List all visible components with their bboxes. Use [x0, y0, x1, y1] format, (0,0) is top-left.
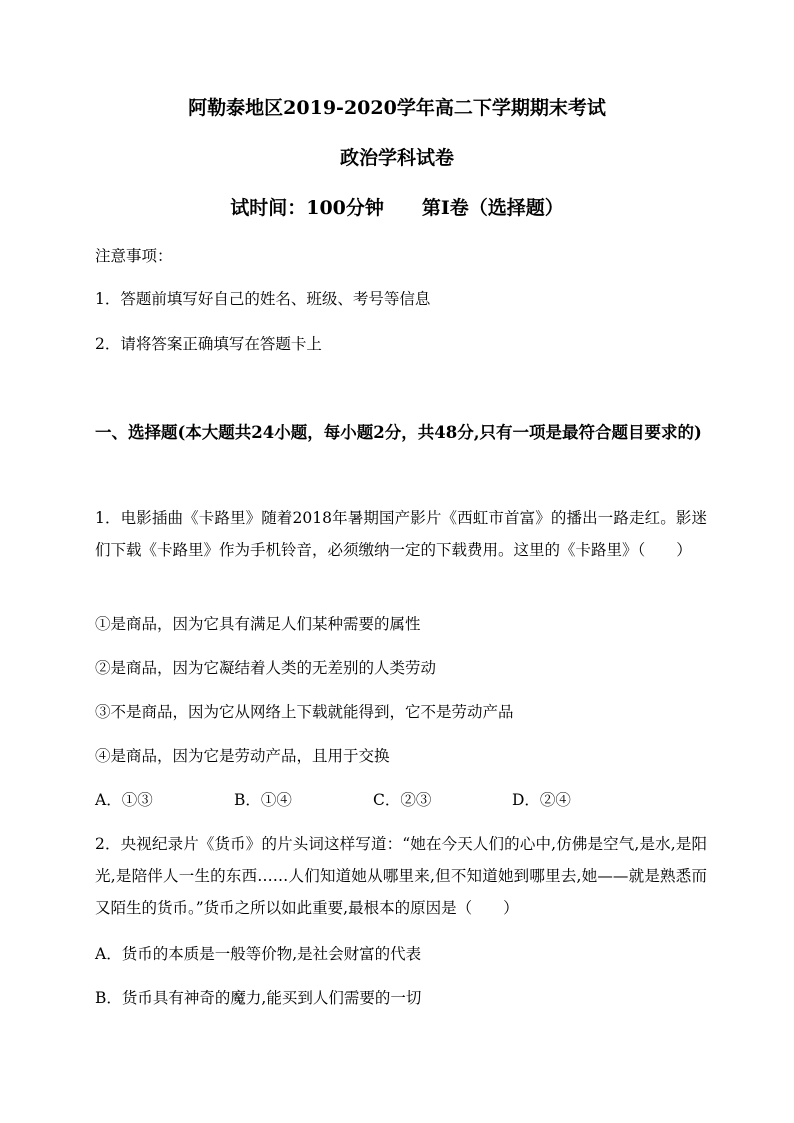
question-1-option-b[interactable]: B．①④ — [234, 791, 292, 809]
question-2-stem: 2．央视纪录片《货币》的片头词这样写道：“她在今天人们的心中,仿佛是空气,是水,是阳光,是陪伴人一生的东西……人们知道她从哪里来,但不知道她到哪里去,她——就是熟悉而又陌生的货币。”货币之所以如此重要,最根本的原因是（ ） — [95, 835, 707, 917]
section-heading: 一、选择题(本大题共24小题，每小题2分，共48分,只有一项是最符合题目要求的) — [95, 423, 702, 442]
question-1-statement-2: ②是商品，因为它凝结着人类的无差别的人类劳动 — [95, 659, 437, 677]
notes-heading: 注意事项： — [95, 247, 173, 265]
question-1-options — [95, 789, 710, 811]
question-1-option-d[interactable]: D．②④ — [512, 791, 571, 809]
exam-subtitle: 政治学科试卷 — [339, 147, 454, 169]
question-1-statement-1: ①是商品，因为它具有满足人们某种需要的属性 — [95, 615, 421, 633]
exam-title: 阿勒泰地区2019-2020学年高二下学期期末考试 — [188, 97, 606, 119]
question-1-statement-4: ④是商品，因为它是劳动产品，且用于交换 — [95, 747, 390, 765]
question-1-stem: 1．电影插曲《卡路里》随着2018年暑期国产影片《西虹市首富》的播出一路走红。影迷们下载《卡路里》作为手机铃音，必须缴纳一定的下载费用。这里的《卡路里》（ ） — [95, 509, 707, 559]
question-1-option-a[interactable]: A．①③ — [95, 791, 153, 809]
question-2-option-b[interactable]: B．货币具有神奇的魔力,能买到人们需要的一切 — [95, 989, 422, 1007]
note-item-1: 1．答题前填写好自己的姓名、班级、考号等信息 — [95, 290, 431, 308]
question-2-option-a[interactable]: A．货币的本质是一般等价物,是社会财富的代表 — [95, 945, 422, 963]
question-1-option-c[interactable]: C．②③ — [373, 791, 432, 809]
exam-time-info: 试时间：100分钟 第I卷（选择题） — [230, 197, 564, 219]
question-1-statement-3: ③不是商品，因为它从网络上下载就能得到，它不是劳动产品 — [95, 703, 514, 721]
note-item-2: 2．请将答案正确填写在答题卡上 — [95, 335, 322, 353]
